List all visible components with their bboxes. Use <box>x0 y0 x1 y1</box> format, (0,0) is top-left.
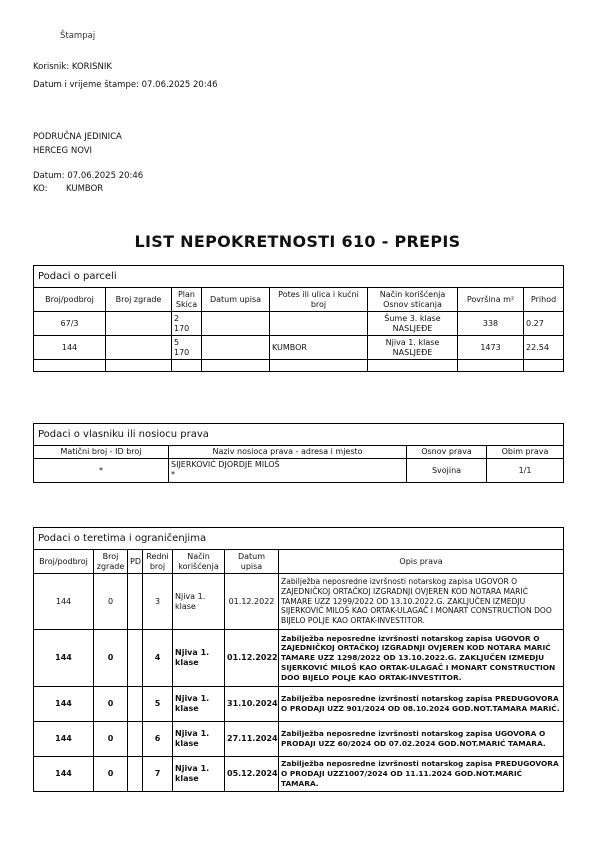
col-header: PD <box>128 550 143 574</box>
col-header: Matični broj - ID broj <box>34 446 169 459</box>
col-header: Broj zgrade <box>106 288 172 312</box>
cell-redni: 5 <box>143 687 173 722</box>
owner-section-heading: Podaci o vlasniku ili nosiocu prava <box>34 424 564 446</box>
cell-datum <box>202 312 270 336</box>
cell-redni: 4 <box>143 630 173 687</box>
col-header: Redni broj <box>143 550 173 574</box>
document-title: LIST NEPOKRETNOSTI 610 - PREPIS <box>134 232 461 251</box>
cell-prihod: 22.54 <box>524 336 564 360</box>
cell-broj: 144 <box>34 757 94 792</box>
cell-obim: 1/1 <box>487 459 564 483</box>
cell-nacin: Njiva 1. klase <box>385 337 440 347</box>
cell-nacin: Njiva 1. klase <box>173 722 225 757</box>
cell-povrsina: 1473 <box>458 336 524 360</box>
col-header: Osnov prava <box>407 446 487 459</box>
col-header: Plan Skica <box>172 288 202 312</box>
cell-opis: Zabilježba neposredne izvršnosti notarskog zapisa UGOVOR O ZAJEDNIČKOJ ORTAČKOJ IZGRADNJI OVJEREN KOD NOTARA MARIĆ TAMARE UZZ 1298/2022 OD 13.10.2022.G. ZAKLJUČEN IZMEDJU SIJERKOVIĆ MILOŠ KAO ORTAK-ULAGAČ I MONART CONSTRUCTION DOO BIJELO POLJE KAO ORTAK-INVESTITOR. <box>279 630 564 687</box>
col-header: Broj zgrade <box>94 550 128 574</box>
cell-opis: Zabilježba neposredne izvršnosti notarskog zapisa PREDUGOVORA O PRODAJI UZZ 901/2024 OD 08.10.2024 GOD.NOT.TAMARA MARIĆ. <box>279 687 564 722</box>
cell-nacin: Šume 3. klase <box>384 313 441 323</box>
cell-opis: Zabilježba neposredne izvršnosti notarskog zapisa UGOVOR O ZAJEDNIČKOJ ORTAČKOJ IZGRADNJI OVJEREN KOD NOTARA MARIĆ TAMARE UZZ 1299/2022 OD 13.10.2022.G. ZAKLJUČEN IZMEDJU SIJERKOVIĆ MILOŠ KAO ORTAK-ULAGAČ I MONART CONSTRUCTION DOO BIJELO POLJE KAO ORTAK-INVESTITOR. <box>279 574 564 630</box>
cell-zgrada: 0 <box>94 687 128 722</box>
table-row <box>34 336 564 360</box>
table-row-empty <box>34 360 564 372</box>
col-header: Broj/podbroj <box>34 550 94 574</box>
cell-broj: 144 <box>34 630 94 687</box>
table-row <box>34 630 564 687</box>
cell-owner <box>169 459 407 483</box>
cell-redni: 7 <box>143 757 173 792</box>
cell-osnov: NASLJEĐE <box>392 323 433 333</box>
cell-broj: 67/3 <box>34 312 106 336</box>
cell-opis: Zabilježba neposredne izvršnosti notarskog zapisa PREDUGOVORA O PRODAJI UZZ1007/2024 OD 11.11.2024 GOD.NOT.MARIĆ TAMARA. <box>279 757 564 792</box>
cell-nacin: Njiva 1. klase <box>173 687 225 722</box>
cell-zgrada: 0 <box>94 722 128 757</box>
cell-nacin: Njiva 1. klase <box>173 574 225 630</box>
parcel-header-row <box>34 288 564 312</box>
ko-value: KUMBOR <box>66 184 104 194</box>
cell-nacin-osnov <box>368 312 458 336</box>
cell-zgrada: 0 <box>94 574 128 630</box>
burdens-header-row <box>34 550 564 574</box>
cell-datum: 01.12.2022 <box>225 630 279 687</box>
burdens-section-heading: Podaci o teretima i ograničenjima <box>34 528 564 550</box>
cell-datum: 05.12.2024 <box>225 757 279 792</box>
cell-broj: 144 <box>34 574 94 630</box>
owner-address: * <box>171 470 175 479</box>
table-row <box>34 312 564 336</box>
cell-datum: 31.10.2024 <box>225 687 279 722</box>
cell-plan-skica <box>172 336 202 360</box>
cell-prihod: 0.27 <box>524 312 564 336</box>
ko-label: KO: <box>33 184 48 194</box>
table-row <box>34 722 564 757</box>
table-row <box>34 459 564 483</box>
parcel-table <box>33 265 564 372</box>
cell-plan: 2 <box>174 313 180 323</box>
cell-potes: KUMBOR <box>270 336 368 360</box>
col-header: Način korišćenja Osnov sticanja <box>368 288 458 312</box>
office-line1: PODRUČNA JEDINICA <box>33 132 122 142</box>
cell-pd <box>128 757 143 792</box>
cell-pd <box>128 722 143 757</box>
col-header: Način korišćenja <box>173 550 225 574</box>
cell-opis: Zabilježba neposredne izvršnosti notarskog zapisa UGOVORA O PRODAJI UZZ 60/2024 OD 07.02.2024 GOD.NOT.MARIĆ TAMARA. <box>279 722 564 757</box>
cell-nacin: Njiva 1. klase <box>173 630 225 687</box>
user-label: Korisnik: KORISNIK <box>33 62 112 72</box>
print-datetime: Datum i vrijeme štampe: 07.06.2025 20:46 <box>33 80 218 90</box>
table-row <box>34 757 564 792</box>
cell-zgrada <box>106 336 172 360</box>
col-header: Datum upisa <box>202 288 270 312</box>
cell-zgrada <box>106 312 172 336</box>
cell-datum: 01.12.2022 <box>225 574 279 630</box>
table-row <box>34 574 564 630</box>
col-header: Prihod <box>524 288 564 312</box>
owner-table <box>33 423 564 483</box>
col-header: Potes ili ulica i kućni broj <box>270 288 368 312</box>
cell-redni: 3 <box>143 574 173 630</box>
owner-header-row <box>34 446 564 459</box>
cell-skica: 170 <box>174 323 190 333</box>
cell-plan: 5 <box>174 337 180 347</box>
cell-zgrada: 0 <box>94 757 128 792</box>
cell-broj: 144 <box>34 722 94 757</box>
col-header: Datum upisa <box>225 550 279 574</box>
cell-broj: 144 <box>34 336 106 360</box>
col-header: Naziv nosioca prava - adresa i mjesto <box>169 446 407 459</box>
cell-osnov: NASLJEĐE <box>392 347 433 357</box>
cell-pd <box>128 630 143 687</box>
cell-nacin: Njiva 1. klase <box>173 757 225 792</box>
cell-osnov: Svojina <box>407 459 487 483</box>
burdens-table <box>33 527 564 792</box>
cell-nacin-osnov <box>368 336 458 360</box>
office-line2: HERCEG NOVI <box>33 146 93 156</box>
col-header: Površina m² <box>458 288 524 312</box>
cell-datum <box>202 336 270 360</box>
owner-name: SIJERKOVIĆ DJORDJE MILOŠ <box>171 460 280 469</box>
table-row <box>34 687 564 722</box>
cell-datum: 27.11.2024 <box>225 722 279 757</box>
col-header: Opis prava <box>279 550 564 574</box>
parcel-section-heading: Podaci o parceli <box>34 266 564 288</box>
office-date: Datum: 07.06.2025 20:46 <box>33 171 144 181</box>
cell-id: * <box>34 459 169 483</box>
cell-potes <box>270 312 368 336</box>
print-link[interactable]: Štampaj <box>60 31 96 41</box>
cell-plan-skica <box>172 312 202 336</box>
cell-skica: 170 <box>174 347 190 357</box>
cell-povrsina: 338 <box>458 312 524 336</box>
cell-broj: 144 <box>34 687 94 722</box>
cell-pd <box>128 687 143 722</box>
cell-redni: 6 <box>143 722 173 757</box>
col-header: Broj/podbroj <box>34 288 106 312</box>
col-header: Obim prava <box>487 446 564 459</box>
cell-pd <box>128 574 143 630</box>
cell-zgrada: 0 <box>94 630 128 687</box>
